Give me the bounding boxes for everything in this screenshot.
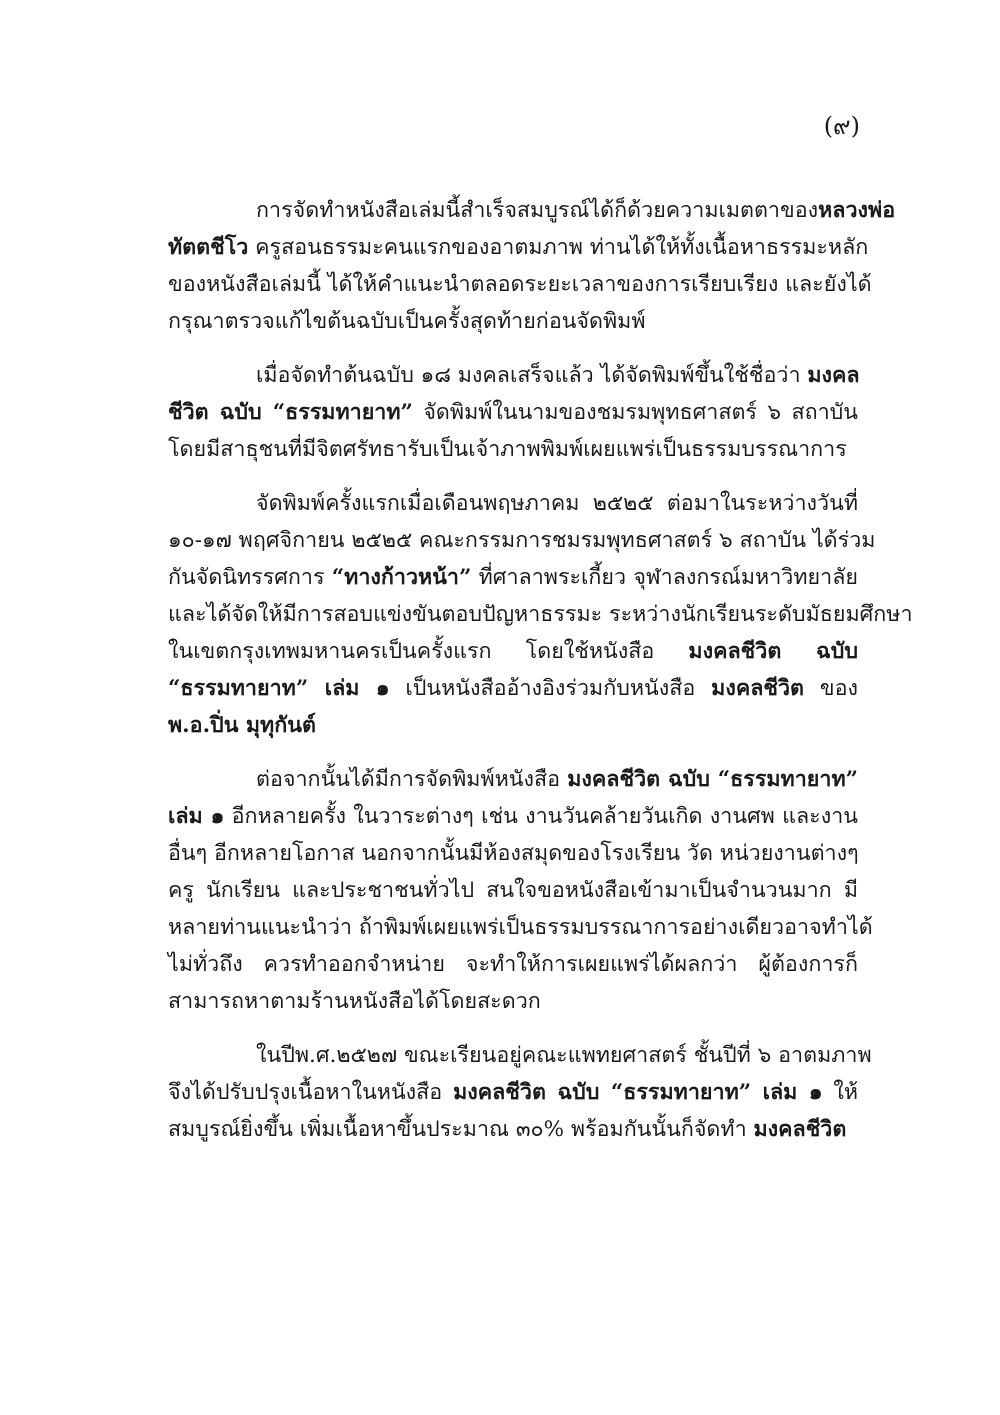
text-line: [168, 707, 858, 744]
text-run: ที่ศาลาพระเกี้ยว จุฬาลงกรณ์มหาวิทยาลัย: [471, 565, 858, 590]
text-run: กรุณาตรวจแก้ไขต้นฉบับเป็นครั้งสุดท้ายก่อนจัดพิมพ์: [168, 309, 646, 334]
text-line: [168, 670, 858, 707]
text-line: [168, 983, 858, 1020]
text-line: [168, 596, 913, 633]
text-run: ในปีพ.ศ.๒๕๒๗ ขณะเรียนอยู่คณะแพทยศาสตร์ ชั้นปีที่ ๖ อาตมภาพ: [256, 1043, 872, 1068]
text-run: หลายท่านแนะนำว่า ถ้าพิมพ์เผยแพร่เป็นธรรมบรรณาการอย่างเดียวอาจทำได้: [168, 915, 873, 940]
text-run: โดยมีสาธุชนที่มีจิตศรัทธารับเป็นเจ้าภาพพิมพ์เผยแพร่เป็นธรรมบรรณาการ: [168, 437, 847, 462]
text-line: [168, 192, 896, 229]
text-run: ครูสอนธรรมะคนแรกของอาตมภาพ ท่านได้ให้ทั้งเนื้อหาธรรมะหลัก: [248, 235, 869, 260]
text-line: [168, 1111, 858, 1148]
paragraph: [168, 761, 873, 1020]
page-number: (๙): [823, 112, 860, 140]
paragraph: [168, 485, 913, 744]
bold-text: เล่ม ๑: [168, 804, 225, 829]
text-line: [168, 394, 858, 431]
bold-text: ทัตตชีโว: [168, 235, 249, 260]
text-line: [168, 229, 869, 266]
text-run: กันจัดนิทรรศการ: [168, 565, 332, 590]
paragraph: [168, 357, 858, 468]
body-text: [168, 192, 913, 1165]
paragraph: [168, 192, 896, 340]
text-run: จัดพิมพ์ในนามของชมรมพุทธศาสตร์ ๖ สถาบัน: [412, 400, 859, 425]
bold-text: หลวงพ่อ: [818, 198, 896, 223]
text-line: [168, 835, 858, 872]
text-line: [168, 633, 858, 670]
bold-text: มงคลชีวิต ฉบับ: [688, 639, 858, 664]
text-line: [168, 1074, 858, 1111]
text-run: ต่อจากนั้นได้มีการจัดพิมพ์หนังสือ: [256, 767, 568, 792]
bold-text: ชีวิต ฉบับ “ธรรมทายาท”: [168, 400, 413, 425]
bold-text: มงคลชีวิต: [753, 1117, 847, 1142]
text-line: [168, 266, 872, 303]
text-line: [168, 872, 858, 909]
text-line: [168, 357, 858, 394]
text-run: ครู นักเรียน และประชาชนทั่วไป สนใจขอหนังสือเข้ามาเป็นจำนวนมาก มี: [168, 878, 858, 903]
bold-text: มงคลชีวิต ฉบับ “ธรรมทายาท” เล่ม ๑: [453, 1080, 823, 1105]
bold-text: พ.อ.ปิ่น มุทุกันต์: [168, 713, 316, 738]
text-line: [168, 485, 858, 522]
text-run: ในเขตกรุงเทพมหานครเป็นครั้งแรก โดยใช้หนังสือ: [168, 639, 689, 664]
text-line: [168, 946, 858, 983]
text-run: ของ: [804, 676, 858, 701]
bold-text: “ธรรมทายาท” เล่ม ๑: [168, 676, 390, 701]
text-run: จัดพิมพ์ครั้งแรกเมื่อเดือนพฤษภาคม ๒๕๒๕ ต่อมาในระหว่างวันที่: [256, 491, 858, 516]
text-run: ไม่ทั่วถึง ควรทำออกจำหน่าย จะทำให้การเผยแพร่ได้ผลกว่า ผู้ต้องการก็: [168, 952, 858, 977]
bold-text: มงคล: [807, 363, 860, 388]
text-run: จึงได้ปรับปรุงเนื้อหาในหนังสือ: [168, 1080, 454, 1105]
text-line: [168, 559, 858, 596]
bold-text: มงคลชีวิต: [711, 676, 805, 701]
text-line: [168, 431, 858, 468]
text-line: [168, 1037, 872, 1074]
text-line: [168, 798, 858, 835]
text-run: อื่นๆ อีกหลายโอกาส นอกจากนั้นมีห้องสมุดของโรงเรียน วัด หน่วยงานต่างๆ: [168, 841, 859, 866]
bold-text: “ทางก้าวหน้า”: [331, 565, 472, 590]
bold-text: มงคลชีวิต ฉบับ “ธรรมทายาท”: [567, 767, 858, 792]
text-run: สมบูรณ์ยิ่งขึ้น เพิ่มเนื้อหาขึ้นประมาณ ๓๐% พร้อมกันนั้นก็จัดทำ: [168, 1117, 754, 1142]
paragraph: [168, 1037, 872, 1148]
text-run: ๑๐-๑๗ พฤศจิกายน ๒๕๒๕ คณะกรรมการชมรมพุทธศาสตร์ ๖ สถาบัน ได้ร่วม: [168, 528, 876, 553]
text-run: สามารถหาตามร้านหนังสือได้โดยสะดวก: [168, 989, 541, 1014]
text-run: อีกหลายครั้ง ในวาระต่างๆ เช่น งานวันคล้ายวันเกิด งานศพ และงาน: [224, 804, 858, 829]
text-line: [168, 303, 858, 340]
text-line: [168, 522, 876, 559]
text-run: ของหนังสือเล่มนี้ ได้ให้คำแนะนำตลอดระยะเวลาของการเรียบเรียง และยังได้: [168, 272, 872, 297]
text-run: เมื่อจัดทำต้นฉบับ ๑๘ มงคลเสร็จแล้ว ได้จัดพิมพ์ขึ้นใช้ชื่อว่า: [256, 363, 808, 388]
text-line: [168, 909, 873, 946]
text-run: ให้: [822, 1080, 858, 1105]
text-run: การจัดทำหนังสือเล่มนี้สำเร็จสมบูรณ์ได้ก็ด้วยความเมตตาของ: [256, 198, 819, 223]
text-line: [168, 761, 858, 798]
text-run: และได้จัดให้มีการสอบแข่งขันตอบปัญหาธรรมะ ระหว่างนักเรียนระดับมัธยมศึกษา: [168, 602, 913, 627]
text-run: เป็นหนังสืออ้างอิงร่วมกับหนังสือ: [389, 676, 712, 701]
